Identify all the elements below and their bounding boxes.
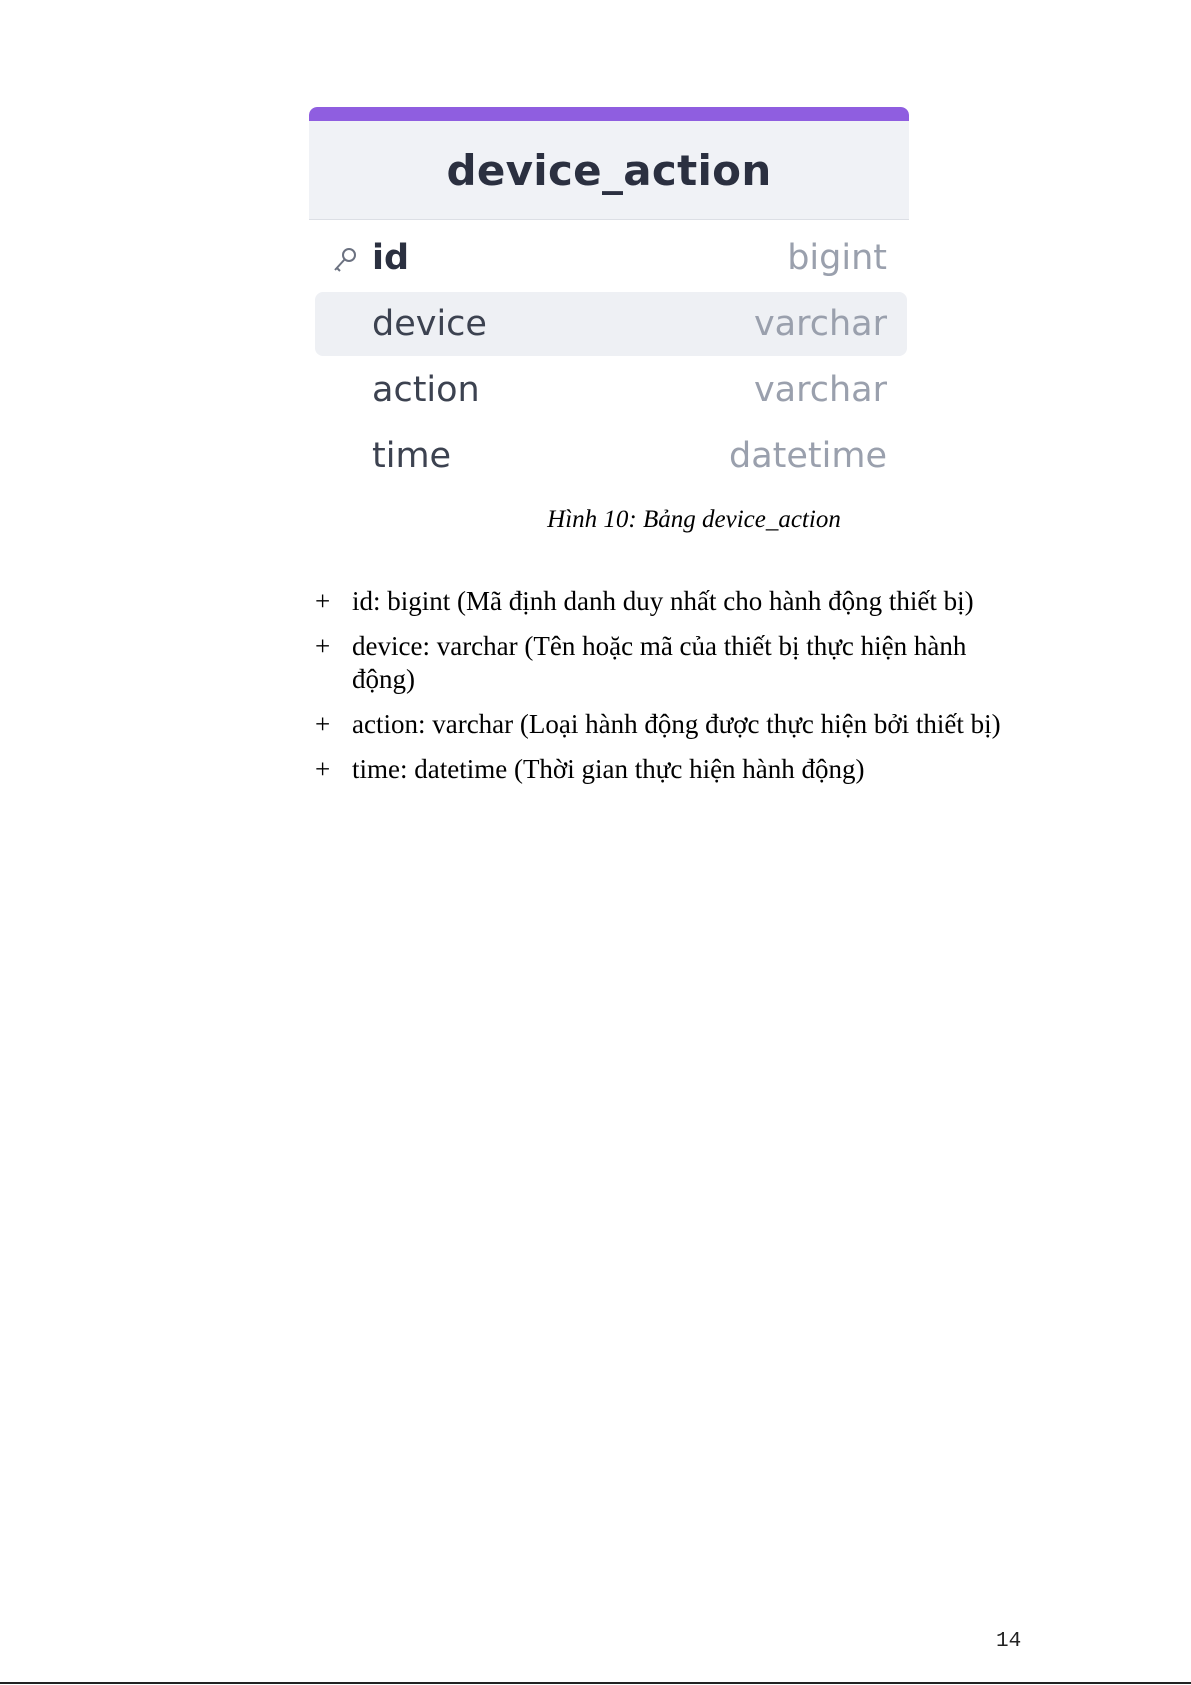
bullet-mark: +	[315, 586, 331, 616]
column-list	[309, 220, 909, 488]
table-accent-bar	[309, 107, 909, 121]
list-item	[315, 708, 1015, 741]
list-item-text: id: bigint (Mã định danh duy nhất cho hành động thiết bị)	[352, 586, 974, 616]
list-item-text: device: varchar (Tên hoặc mã của thiết bị thực hiện hành động)	[352, 631, 967, 694]
column-row-time	[315, 424, 907, 488]
list-item-text: time: datetime (Thời gian thực hiện hành động)	[352, 754, 865, 784]
column-name: device	[372, 304, 487, 344]
figure-caption: Hình 10: Bảng device_action	[547, 506, 841, 533]
list-item	[315, 585, 1015, 618]
list-item-text: action: varchar (Loại hành động được thực hiện bởi thiết bị)	[352, 709, 1001, 739]
list-item	[315, 630, 1015, 696]
column-type: varchar	[753, 304, 887, 344]
key-icon	[330, 244, 360, 274]
column-row-device	[315, 292, 907, 356]
field-description-list	[315, 585, 1015, 798]
bullet-mark: +	[315, 631, 331, 661]
column-name: time	[372, 436, 452, 476]
table-diagram	[309, 107, 909, 497]
bullet-mark: +	[315, 709, 331, 739]
column-row-action	[315, 358, 907, 422]
column-type: datetime	[729, 436, 887, 476]
column-name: id	[372, 238, 410, 278]
column-name: action	[372, 370, 480, 410]
list-item	[315, 753, 1015, 786]
page-bottom-rule	[0, 1682, 1191, 1684]
bullet-mark: +	[315, 754, 331, 784]
column-type: bigint	[787, 238, 887, 278]
page-number: 14	[996, 1630, 1022, 1653]
table-title: device_action	[309, 121, 909, 220]
column-type: varchar	[753, 370, 887, 410]
column-row-id	[315, 226, 907, 290]
